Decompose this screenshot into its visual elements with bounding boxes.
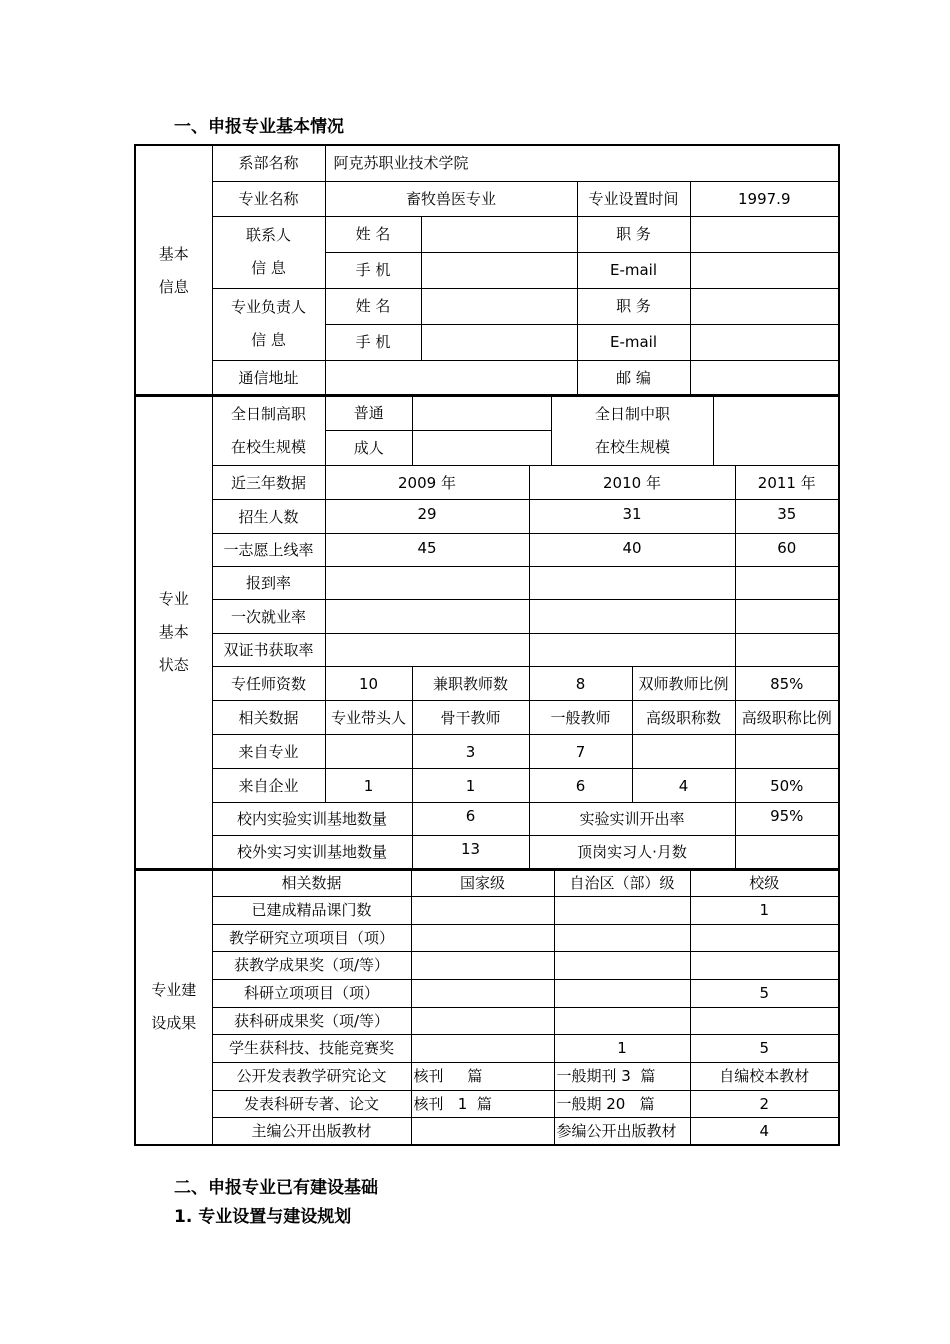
major-value: 畜牧兽医专业 <box>325 181 577 216</box>
basic-info-table <box>134 144 840 397</box>
lead-phone-value <box>421 324 577 360</box>
intern-label: 顶岗实习人·月数 <box>529 836 735 870</box>
lead-name-label: 姓 名 <box>325 288 421 324</box>
enroll-2011: 35 <box>735 500 839 534</box>
rel-header-5: 高级职称比例 <box>735 701 839 735</box>
setup-label: 专业设置时间 <box>577 181 690 216</box>
rel-header-4: 高级职称数 <box>632 701 735 735</box>
lead-email-label: E-mail <box>577 324 690 360</box>
fulltime-mid-value <box>714 396 839 465</box>
employ-2010 <box>529 600 735 634</box>
report-2010 <box>529 567 735 600</box>
results-cell <box>554 979 690 1007</box>
zip-label: 邮 编 <box>577 360 690 396</box>
results-cell: 自编校本教材 <box>690 1062 839 1090</box>
from-enterprise-label: 来自企业 <box>212 769 325 803</box>
first-choice-2010: 40 <box>529 534 735 567</box>
results-cell <box>411 979 554 1007</box>
dual-2011 <box>735 634 839 667</box>
enroll-2010: 31 <box>529 500 735 534</box>
rel-header-3: 一般教师 <box>529 701 632 735</box>
dual-ratio-value: 85% <box>735 667 839 701</box>
from-enterprise-5: 50% <box>735 769 839 803</box>
rel-header-2: 骨干教师 <box>412 701 529 735</box>
contact-post-label: 职 务 <box>577 216 690 252</box>
results-cell <box>554 951 690 979</box>
exp-rate-value: 95% <box>735 803 839 836</box>
dual-2010 <box>529 634 735 667</box>
contact-label: 联系人 信 息 <box>212 216 325 288</box>
employ-2011 <box>735 600 839 634</box>
from-major-3: 7 <box>529 735 632 769</box>
inner-base-label: 校内实验实训基地数量 <box>212 803 412 836</box>
results-row-label: 教学研究立项项目（项） <box>212 924 411 951</box>
results-section-label: 专业建 设成果 <box>135 869 212 1145</box>
fulltime-teachers-label: 专任师资数 <box>212 667 325 701</box>
lead-post-label: 职 务 <box>577 288 690 324</box>
results-cell: 核刊 篇 <box>411 1062 554 1090</box>
zip-value <box>690 360 839 396</box>
scale-block <box>325 395 839 466</box>
employ-label: 一次就业率 <box>212 600 325 634</box>
regular-label: 普通 <box>326 396 413 430</box>
lead-email-value <box>690 324 839 360</box>
results-cell: 核刊 1 篇 <box>411 1090 554 1117</box>
adult-value <box>413 430 552 465</box>
outer-base-value: 13 <box>412 836 529 870</box>
results-cell: 一般期刊 3 篇 <box>554 1062 690 1090</box>
first-choice-2009: 45 <box>325 534 529 567</box>
results-cell <box>411 896 554 924</box>
results-row-label: 已建成精品课门数 <box>212 896 411 924</box>
results-table <box>134 868 840 1146</box>
results-cell: 2 <box>690 1090 839 1117</box>
results-cell: 一般期 20 篇 <box>554 1090 690 1117</box>
status-table <box>134 394 840 871</box>
results-row-label: 主编公开出版教材 <box>212 1117 411 1145</box>
from-major-1 <box>325 735 412 769</box>
results-cell <box>411 1007 554 1034</box>
results-row-label: 发表科研专著、论文 <box>212 1090 411 1117</box>
year-2010: 2010 年 <box>529 466 735 500</box>
parttime-teachers-label: 兼职教师数 <box>412 667 529 701</box>
results-header-0: 相关数据 <box>212 869 411 896</box>
enroll-2009: 29 <box>325 500 529 534</box>
fulltime-mid-label: 全日制中职 在校生规模 <box>552 396 714 465</box>
contact-name-value <box>421 216 577 252</box>
address-value <box>325 360 577 396</box>
results-row-label: 科研立项项目（项） <box>212 979 411 1007</box>
results-row-label: 公开发表教学研究论文 <box>212 1062 411 1090</box>
address-label: 通信地址 <box>212 360 325 396</box>
parttime-teachers-value: 8 <box>529 667 632 701</box>
dept-value: 阿克苏职业技术学院 <box>325 145 839 181</box>
results-row-label: 获科研成果奖（项/等） <box>212 1007 411 1034</box>
results-cell: 1 <box>690 896 839 924</box>
results-cell <box>690 924 839 951</box>
intern-value <box>735 836 839 870</box>
major-label: 专业名称 <box>212 181 325 216</box>
contact-email-value <box>690 252 839 288</box>
dual-2009 <box>325 634 529 667</box>
results-cell: 4 <box>690 1117 839 1145</box>
adult-label: 成人 <box>326 430 413 465</box>
results-row-label: 学生获科技、技能竞赛奖 <box>212 1034 411 1062</box>
results-cell: 1 <box>554 1034 690 1062</box>
lead-phone-label: 手 机 <box>325 324 421 360</box>
results-cell: 5 <box>690 1034 839 1062</box>
status-section-label: 专业 基本 状态 <box>135 395 212 870</box>
contact-name-label: 姓 名 <box>325 216 421 252</box>
report-2009 <box>325 567 529 600</box>
years-label: 近三年数据 <box>212 466 325 500</box>
basic-section-label: 基本 信息 <box>135 145 212 396</box>
first-choice-label: 一志愿上线率 <box>212 534 325 567</box>
rel-header-0: 相关数据 <box>212 701 325 735</box>
results-header-2: 自治区（部）级 <box>554 869 690 896</box>
rel-header-1: 专业带头人 <box>325 701 412 735</box>
contact-phone-value <box>421 252 577 288</box>
results-cell <box>411 951 554 979</box>
results-cell <box>411 1117 554 1145</box>
results-cell <box>554 924 690 951</box>
section-heading-2: 二、申报专业已有建设基础 <box>174 1178 378 1198</box>
results-cell <box>690 1007 839 1034</box>
dual-ratio-label: 双师教师比例 <box>632 667 735 701</box>
year-2009: 2009 年 <box>325 466 529 500</box>
from-major-5 <box>735 735 839 769</box>
from-major-4 <box>632 735 735 769</box>
report-label: 报到率 <box>212 567 325 600</box>
outer-base-label: 校外实习实训基地数量 <box>212 836 412 870</box>
from-major-2: 3 <box>412 735 529 769</box>
dual-label: 双证书获取率 <box>212 634 325 667</box>
from-major-label: 来自专业 <box>212 735 325 769</box>
from-enterprise-4: 4 <box>632 769 735 803</box>
lead-label: 专业负责人 信 息 <box>212 288 325 360</box>
exp-rate-label: 实验实训开出率 <box>529 803 735 836</box>
results-cell <box>411 924 554 951</box>
employ-2009 <box>325 600 529 634</box>
results-cell: 5 <box>690 979 839 1007</box>
setup-value: 1997.9 <box>690 181 839 216</box>
lead-post-value <box>690 288 839 324</box>
results-cell <box>411 1034 554 1062</box>
results-cell: 参编公开出版教材 <box>554 1117 690 1145</box>
section-heading-1: 一、申报专业基本情况 <box>174 117 344 137</box>
from-enterprise-1: 1 <box>325 769 412 803</box>
section-heading-3: 1. 专业设置与建设规划 <box>174 1207 352 1227</box>
enroll-label: 招生人数 <box>212 500 325 534</box>
contact-email-label: E-mail <box>577 252 690 288</box>
fulltime-high-label: 全日制高职 在校生规模 <box>212 395 325 466</box>
results-cell <box>554 1007 690 1034</box>
from-enterprise-2: 1 <box>412 769 529 803</box>
results-cell <box>554 896 690 924</box>
contact-phone-label: 手 机 <box>325 252 421 288</box>
fulltime-teachers-value: 10 <box>325 667 412 701</box>
report-2011 <box>735 567 839 600</box>
inner-base-value: 6 <box>412 803 529 836</box>
dept-label: 系部名称 <box>212 145 325 181</box>
results-row-label: 获教学成果奖（项/等） <box>212 951 411 979</box>
regular-value <box>413 396 552 430</box>
first-choice-2011: 60 <box>735 534 839 567</box>
from-enterprise-3: 6 <box>529 769 632 803</box>
results-header-1: 国家级 <box>411 869 554 896</box>
contact-post-value <box>690 216 839 252</box>
results-header-3: 校级 <box>690 869 839 896</box>
results-cell <box>690 951 839 979</box>
lead-name-value <box>421 288 577 324</box>
year-2011: 2011 年 <box>735 466 839 500</box>
